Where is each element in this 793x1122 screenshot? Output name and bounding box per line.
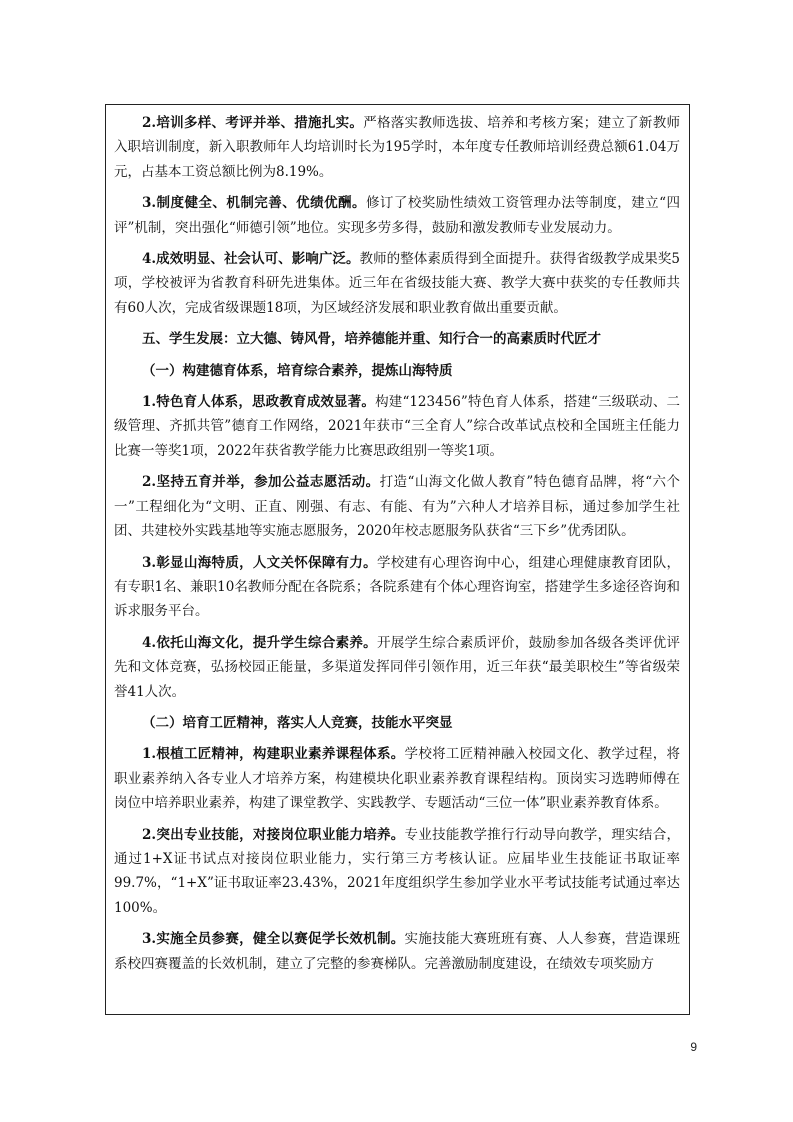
section-heading-student-development: 五、学生发展：立大德、铸风骨，培养德能并重、知行合一的高素质时代匠才 <box>142 331 601 348</box>
paragraph-professional-skills: 2.突出专业技能，对接岗位职业能力培养。专业技能教学推行行动导向教学，理实结合，通过1+X证书试点对接岗位职业能力，实行第三方考核认证。应届毕业生技能证书取证率99.7%，“1+X”证书取证率23.43%，2021年度组织学生参加学业水平考试技能考试通过率达100%。 <box>114 826 680 916</box>
paragraph-comprehensive-quality: 4.依托山海文化，提升学生综合素养。开展学生综合素质评价，鼓励参加各级各类评优评先和文体竞赛，弘扬校园正能量，多渠道发挥同伴引领作用，近三年获“最美职校生”等省级荣誉41人次。 <box>114 634 681 700</box>
paragraph-education-system: 1.特色育人体系，思政教育成效显著。构建“123456”特色育人体系，搭建“三级联动、二级管理、齐抓共管”德育工作网络，2021年获市“三全育人”综合改革试点校和全国班主任能力比赛一等奖1项，2022年获省教学能力比赛思政组别一等奖1项。 <box>114 394 680 459</box>
paragraph-craftsman-curriculum: 1.根植工匠精神，构建职业素养课程体系。学校将工匠精神融入校园文化、教学过程，将职业素养纳入各专业人才培养方案，构建模块化职业素养教育课程结构。顶岗实习选聘师傅在岗位中培养职业素养，构建了课堂教学、实践教学、专题活动“三位一体”职业素养教育体系。 <box>114 746 680 812</box>
paragraph-teacher-system: 3.制度健全、机制完善、优绩优酬。修订了校奖励性绩效工资管理办法等制度，建立“四评”机制，突出强化“师德引领”地位。实现多劳多得，鼓励和激发教师专业发展动力。 <box>114 195 681 236</box>
document-body <box>114 111 680 976</box>
paragraph-humanistic-care: 3.彰显山海特质，人文关怀保障有力。学校建有心理咨询中心，组建心理健康教育团队，有专职1名、兼职10名教师分配在各院系；各院系建有个体心理咨询室，搭建学生多途径咨询和诉求服务平台。 <box>114 554 681 620</box>
subsection-heading-craftsman-spirit: （二）培育工匠精神，落实人人竞赛，技能水平突显 <box>142 714 453 731</box>
paragraph-competitions: 3.实施全员参赛，健全以赛促学长效机制。实施技能大赛班班有赛、人人参赛，营造课班系校四赛覆盖的长效机制，建立了完整的参赛梯队。完善激励制度建设，在绩效专项奖励方 <box>114 931 680 972</box>
subsection-heading-moral-education: （一）构建德育体系，培育综合素养，提炼山海特质 <box>142 362 453 379</box>
paragraph-teacher-results: 4.成效明显、社会认可、影响广泛。教师的整体素质得到全面提升。获得省级教学成果奖5项，学校被评为省教育科研先进集体。近三年在省级技能大赛、教学大赛中获奖的专任教师共有60人次，完成省级课题18项，为区域经济发展和职业教育做出重要贡献。 <box>114 251 680 316</box>
document-frame <box>105 104 690 1015</box>
paragraph-teacher-training: 2.培训多样、考评并举、措施扎实。严格落实教师选拔、培养和考核方案；建立了新教师入职培训制度，新入职教师年人均培训时长为195学时，本年度专任教师培训经费总额61.04万元，占基本工资总额比例为8.19%。 <box>114 115 681 180</box>
page-number: 9 <box>690 1040 697 1054</box>
paragraph-volunteer-activities: 2.坚持五育并举，参加公益志愿活动。打造“山海文化做人教育”特色德育品牌，将“六个一”工程细化为“文明、正直、刚强、有志、有能、有为”六种人才培养目标，通过参加学生社团、共建校外实践基地等实施志愿服务，2020年校志愿服务队获省“三下乡”优秀团队。 <box>114 474 680 540</box>
